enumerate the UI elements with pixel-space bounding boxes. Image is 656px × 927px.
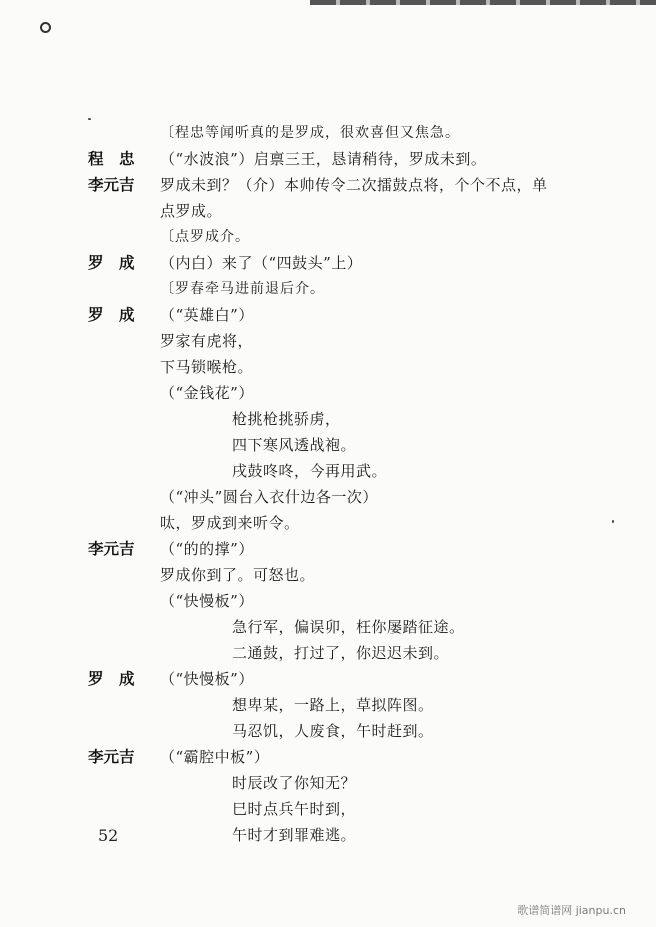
line-text: 罗家有虎将， bbox=[160, 332, 254, 350]
script-line bbox=[0, 276, 656, 302]
script-line bbox=[0, 432, 656, 458]
speaker-name: 李元吉 bbox=[88, 748, 135, 766]
scan-edge-band bbox=[310, 0, 656, 5]
script-line bbox=[0, 562, 656, 588]
speaker-name: 李元吉 bbox=[88, 540, 135, 558]
line-text: 想卑某，一路上，草拟阵图。 bbox=[232, 696, 434, 714]
line-text: （内白）来了（“四鼓头”上） bbox=[160, 254, 363, 272]
line-text: 急行军，偏误卯，枉你屡踏征途。 bbox=[232, 618, 465, 636]
line-text: 罗成未到？（介）本帅传令二次擂鼓点将，个个不点，单 bbox=[160, 176, 548, 194]
script-line bbox=[0, 692, 656, 718]
script-line bbox=[0, 354, 656, 380]
line-text: （“水波浪”）启禀三王，恳请稍待，罗成未到。 bbox=[160, 150, 487, 168]
script-line bbox=[0, 250, 656, 276]
script-line bbox=[0, 614, 656, 640]
script-line bbox=[0, 666, 656, 692]
stage-direction: 〔罗春牵马进前退后介。 bbox=[160, 281, 325, 297]
speaker-name: 罗 成 bbox=[88, 306, 135, 324]
script-line bbox=[0, 198, 656, 224]
script-line bbox=[0, 510, 656, 536]
site-watermark: 歌谱简谱网 jianpu.cn bbox=[517, 904, 626, 917]
line-text: 枪挑枪挑骄虏， bbox=[232, 410, 341, 428]
line-text: 呔，罗成到来听令。 bbox=[160, 514, 300, 532]
script-line bbox=[0, 224, 656, 250]
line-text: （“霸腔中板”） bbox=[160, 748, 270, 766]
script-line bbox=[0, 744, 656, 770]
script-line bbox=[0, 172, 656, 198]
line-text: （“快慢板”） bbox=[160, 592, 254, 610]
speaker-name: 程 忠 bbox=[88, 150, 135, 168]
line-text: 二通鼓，打过了，你迟迟未到。 bbox=[232, 644, 450, 662]
script-line bbox=[0, 484, 656, 510]
script-line bbox=[0, 536, 656, 562]
stage-direction: 〔程忠等闻听真的是罗成，很欢喜但又焦急。 bbox=[160, 125, 460, 141]
page-number: 52 bbox=[98, 826, 119, 845]
script-line bbox=[0, 328, 656, 354]
line-text: （“的的撑”） bbox=[160, 540, 254, 558]
line-text: 马忍饥，人废食，午时赶到。 bbox=[232, 722, 434, 740]
line-text: 巳时点兵午时到， bbox=[232, 800, 357, 818]
script-line bbox=[0, 380, 656, 406]
line-text: 点罗成。 bbox=[160, 202, 223, 220]
line-text: （“英雄白”） bbox=[160, 306, 254, 324]
script-line bbox=[0, 588, 656, 614]
speaker-name: 罗 成 bbox=[88, 670, 135, 688]
script-line bbox=[0, 406, 656, 432]
script-line bbox=[0, 640, 656, 666]
script-line bbox=[0, 302, 656, 328]
line-text: （“金钱花”） bbox=[160, 384, 254, 402]
scan-ring-mark bbox=[40, 22, 51, 33]
line-text: （“冲头”圆台入衣什边各一次） bbox=[160, 488, 378, 506]
script-line bbox=[0, 796, 656, 822]
speaker-name: 李元吉 bbox=[88, 176, 135, 194]
speaker-name: 罗 成 bbox=[88, 254, 135, 272]
line-text: 时辰改了你知无？ bbox=[232, 774, 357, 792]
line-text: 罗成你到了。可怒也。 bbox=[160, 566, 316, 584]
line-text: 戌鼓咚咚，今再用武。 bbox=[232, 462, 388, 480]
script-line bbox=[0, 146, 656, 172]
line-text: 午时才到罪难逃。 bbox=[232, 826, 357, 844]
line-text: 四下寒风透战袍。 bbox=[232, 436, 357, 454]
line-text: 下马锁喉枪。 bbox=[160, 358, 254, 376]
script-line bbox=[0, 120, 656, 146]
script-line bbox=[0, 770, 656, 796]
stage-direction: 〔点罗成介。 bbox=[160, 229, 250, 245]
line-text: （“快慢板”） bbox=[160, 670, 254, 688]
script-line bbox=[0, 718, 656, 744]
script-line bbox=[0, 458, 656, 484]
